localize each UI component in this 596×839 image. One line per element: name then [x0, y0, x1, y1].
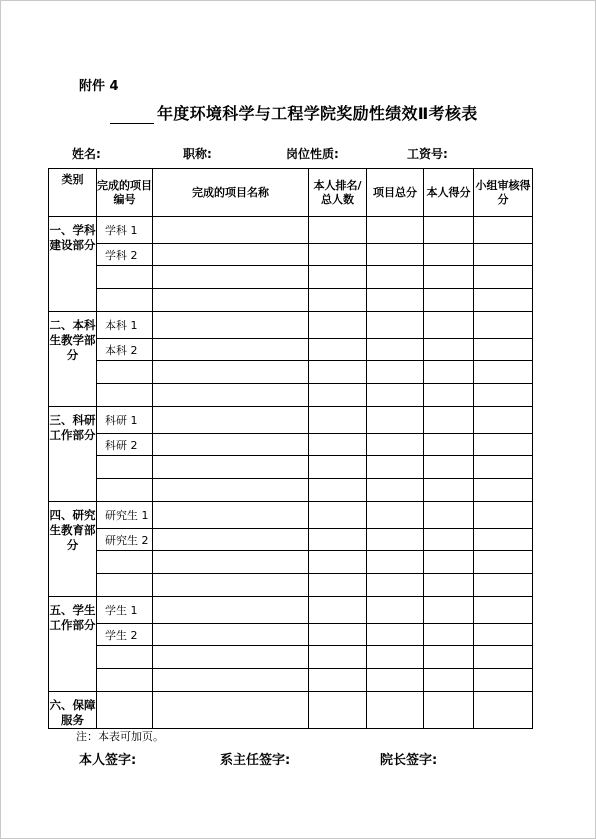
name-field-label: 姓名:: [72, 147, 101, 161]
attachment-label: 附件 4: [79, 79, 119, 94]
table-row: [49, 597, 533, 624]
dept-head-signature-label: 系主任签字:: [220, 753, 291, 768]
total-score-cell[interactable]: [367, 289, 424, 312]
table-row: [49, 361, 533, 384]
year-blank: [110, 106, 154, 124]
project-name-cell[interactable]: [153, 407, 309, 434]
title-text: 年度环境科学与工程学院奖励性绩效Ⅱ考核表: [157, 104, 478, 123]
rank-cell[interactable]: [309, 312, 367, 339]
total-score-cell[interactable]: [367, 361, 424, 384]
total-score-cell[interactable]: [367, 434, 424, 456]
total-score-cell[interactable]: [367, 551, 424, 574]
rank-cell[interactable]: [309, 669, 367, 692]
project-number-cell[interactable]: 本科 1: [97, 312, 153, 339]
project-name-cell[interactable]: [153, 669, 309, 692]
project-number-cell[interactable]: 研究生 1: [97, 502, 153, 529]
self-score-cell[interactable]: [424, 597, 474, 624]
total-score-cell[interactable]: [367, 244, 424, 266]
project-name-cell[interactable]: [153, 692, 309, 729]
project-name-cell[interactable]: [153, 266, 309, 289]
total-score-cell[interactable]: [367, 529, 424, 551]
project-name-cell[interactable]: [153, 456, 309, 479]
total-score-cell[interactable]: [367, 597, 424, 624]
self-score-cell[interactable]: [424, 339, 474, 361]
col-header-project-no: 完成的项目编号: [97, 169, 153, 217]
total-score-cell[interactable]: [367, 339, 424, 361]
category-cell: 三、科研工作部分: [49, 407, 97, 502]
project-name-cell[interactable]: [153, 646, 309, 669]
category-cell: 四、研究生教育部分: [49, 502, 97, 597]
category-cell: 六、保障服务: [49, 692, 97, 729]
project-number-cell[interactable]: 学科 2: [97, 244, 153, 266]
table-row: [49, 551, 533, 574]
project-number-cell[interactable]: [97, 574, 153, 597]
group-score-cell[interactable]: [474, 289, 533, 312]
table-row: [49, 434, 533, 456]
table-row: [49, 289, 533, 312]
rank-cell[interactable]: [309, 646, 367, 669]
rank-cell[interactable]: [309, 244, 367, 266]
self-score-cell[interactable]: [424, 502, 474, 529]
table-row: [49, 624, 533, 646]
project-number-cell[interactable]: 本科 2: [97, 339, 153, 361]
project-name-cell[interactable]: [153, 529, 309, 551]
self-score-cell[interactable]: [424, 692, 474, 729]
project-name-cell[interactable]: [153, 244, 309, 266]
project-number-cell[interactable]: [97, 646, 153, 669]
project-name-cell[interactable]: [153, 384, 309, 407]
group-score-cell[interactable]: [474, 551, 533, 574]
note-text: 注：本表可加页。: [76, 730, 164, 743]
total-score-cell[interactable]: [367, 479, 424, 502]
rank-cell[interactable]: [309, 289, 367, 312]
total-score-cell[interactable]: [367, 312, 424, 339]
group-score-cell[interactable]: [474, 479, 533, 502]
group-score-cell[interactable]: [474, 361, 533, 384]
self-signature-label: 本人签字:: [79, 753, 137, 768]
self-score-cell[interactable]: [424, 551, 474, 574]
col-header-self-score: 本人得分: [424, 169, 474, 217]
project-name-cell[interactable]: [153, 574, 309, 597]
rank-cell[interactable]: [309, 692, 367, 729]
project-number-cell[interactable]: [97, 384, 153, 407]
self-score-cell[interactable]: [424, 266, 474, 289]
col-header-group-score: 小组审核得分: [474, 169, 533, 217]
rank-cell[interactable]: [309, 339, 367, 361]
group-score-cell[interactable]: [474, 407, 533, 434]
group-score-cell[interactable]: [474, 384, 533, 407]
dean-signature-label: 院长签字:: [380, 753, 438, 768]
header-row: [49, 169, 533, 217]
table-row: [49, 646, 533, 669]
project-number-cell[interactable]: 科研 2: [97, 434, 153, 456]
total-score-cell[interactable]: [367, 669, 424, 692]
project-number-cell[interactable]: [97, 692, 153, 729]
group-score-cell[interactable]: [474, 244, 533, 266]
group-score-cell[interactable]: [474, 339, 533, 361]
group-score-cell[interactable]: [474, 624, 533, 646]
group-score-cell[interactable]: [474, 434, 533, 456]
table-row: [49, 456, 533, 479]
group-score-cell[interactable]: [474, 312, 533, 339]
self-score-cell[interactable]: [424, 312, 474, 339]
rank-cell[interactable]: [309, 434, 367, 456]
project-number-cell[interactable]: [97, 361, 153, 384]
self-score-cell[interactable]: [424, 361, 474, 384]
group-score-cell[interactable]: [474, 574, 533, 597]
col-header-project-name: 完成的项目名称: [153, 169, 309, 217]
rank-cell[interactable]: [309, 361, 367, 384]
project-number-cell[interactable]: [97, 456, 153, 479]
self-score-cell[interactable]: [424, 669, 474, 692]
group-score-cell[interactable]: [474, 217, 533, 244]
project-name-cell[interactable]: [153, 597, 309, 624]
self-score-cell[interactable]: [424, 479, 474, 502]
table-row: [49, 217, 533, 244]
col-header-total-score: 项目总分: [367, 169, 424, 217]
project-name-cell[interactable]: [153, 502, 309, 529]
project-number-cell[interactable]: 学生 2: [97, 624, 153, 646]
project-name-cell[interactable]: [153, 624, 309, 646]
project-name-cell[interactable]: [153, 339, 309, 361]
rank-cell[interactable]: [309, 551, 367, 574]
project-number-cell[interactable]: [97, 266, 153, 289]
category-cell: 一、学科建设部分: [49, 217, 97, 312]
self-score-cell[interactable]: [424, 289, 474, 312]
rank-cell[interactable]: [309, 384, 367, 407]
rank-cell[interactable]: [309, 479, 367, 502]
group-score-cell[interactable]: [474, 646, 533, 669]
total-score-cell[interactable]: [367, 502, 424, 529]
project-name-cell[interactable]: [153, 312, 309, 339]
rank-cell[interactable]: [309, 407, 367, 434]
project-number-cell[interactable]: [97, 669, 153, 692]
page-title: [110, 101, 478, 124]
rank-cell[interactable]: [309, 502, 367, 529]
table-row: [49, 312, 533, 339]
group-score-cell[interactable]: [474, 692, 533, 729]
project-name-cell[interactable]: [153, 361, 309, 384]
project-number-cell[interactable]: [97, 479, 153, 502]
rank-cell[interactable]: [309, 217, 367, 244]
self-score-cell[interactable]: [424, 407, 474, 434]
table-body: [49, 217, 533, 729]
group-score-cell[interactable]: [474, 456, 533, 479]
total-score-cell[interactable]: [367, 456, 424, 479]
position-field-label: 岗位性质:: [286, 147, 339, 161]
table-row: [49, 384, 533, 407]
table-row: [49, 574, 533, 597]
table-row: [49, 244, 533, 266]
total-score-cell[interactable]: [367, 646, 424, 669]
project-number-cell[interactable]: 学科 1: [97, 217, 153, 244]
table-row: [49, 479, 533, 502]
project-name-cell[interactable]: [153, 217, 309, 244]
rank-cell[interactable]: [309, 597, 367, 624]
group-score-cell[interactable]: [474, 502, 533, 529]
category-cell: 二、本科生教学部分: [49, 312, 97, 407]
col-header-rank: 本人排名/总人数: [309, 169, 367, 217]
table-row: [49, 266, 533, 289]
project-number-cell[interactable]: 研究生 2: [97, 529, 153, 551]
col-header-category: 类别: [49, 169, 97, 217]
project-name-cell[interactable]: [153, 479, 309, 502]
group-score-cell[interactable]: [474, 529, 533, 551]
total-score-cell[interactable]: [367, 217, 424, 244]
category-cell: 五、学生工作部分: [49, 597, 97, 692]
title-field-label: 职称:: [183, 147, 212, 161]
self-score-cell[interactable]: [424, 456, 474, 479]
total-score-cell[interactable]: [367, 266, 424, 289]
self-score-cell[interactable]: [424, 529, 474, 551]
group-score-cell[interactable]: [474, 266, 533, 289]
total-score-cell[interactable]: [367, 407, 424, 434]
project-number-cell[interactable]: [97, 551, 153, 574]
project-name-cell[interactable]: [153, 551, 309, 574]
table-row: [49, 669, 533, 692]
project-number-cell[interactable]: 科研 1: [97, 407, 153, 434]
self-score-cell[interactable]: [424, 384, 474, 407]
rank-cell[interactable]: [309, 266, 367, 289]
self-score-cell[interactable]: [424, 624, 474, 646]
table-row: [49, 692, 533, 729]
self-score-cell[interactable]: [424, 434, 474, 456]
self-score-cell[interactable]: [424, 646, 474, 669]
rank-cell[interactable]: [309, 624, 367, 646]
project-number-cell[interactable]: [97, 289, 153, 312]
employee-id-field-label: 工资号:: [407, 147, 448, 161]
project-name-cell[interactable]: [153, 289, 309, 312]
table-row: [49, 339, 533, 361]
total-score-cell[interactable]: [367, 384, 424, 407]
group-score-cell[interactable]: [474, 597, 533, 624]
rank-cell[interactable]: [309, 529, 367, 551]
evaluation-table: [48, 168, 533, 729]
table-row: [49, 502, 533, 529]
total-score-cell[interactable]: [367, 692, 424, 729]
table-row: [49, 529, 533, 551]
self-score-cell[interactable]: [424, 217, 474, 244]
total-score-cell[interactable]: [367, 624, 424, 646]
rank-cell[interactable]: [309, 456, 367, 479]
self-score-cell[interactable]: [424, 244, 474, 266]
table-row: [49, 407, 533, 434]
self-score-cell[interactable]: [424, 574, 474, 597]
total-score-cell[interactable]: [367, 574, 424, 597]
rank-cell[interactable]: [309, 574, 367, 597]
project-name-cell[interactable]: [153, 434, 309, 456]
project-number-cell[interactable]: 学生 1: [97, 597, 153, 624]
group-score-cell[interactable]: [474, 669, 533, 692]
